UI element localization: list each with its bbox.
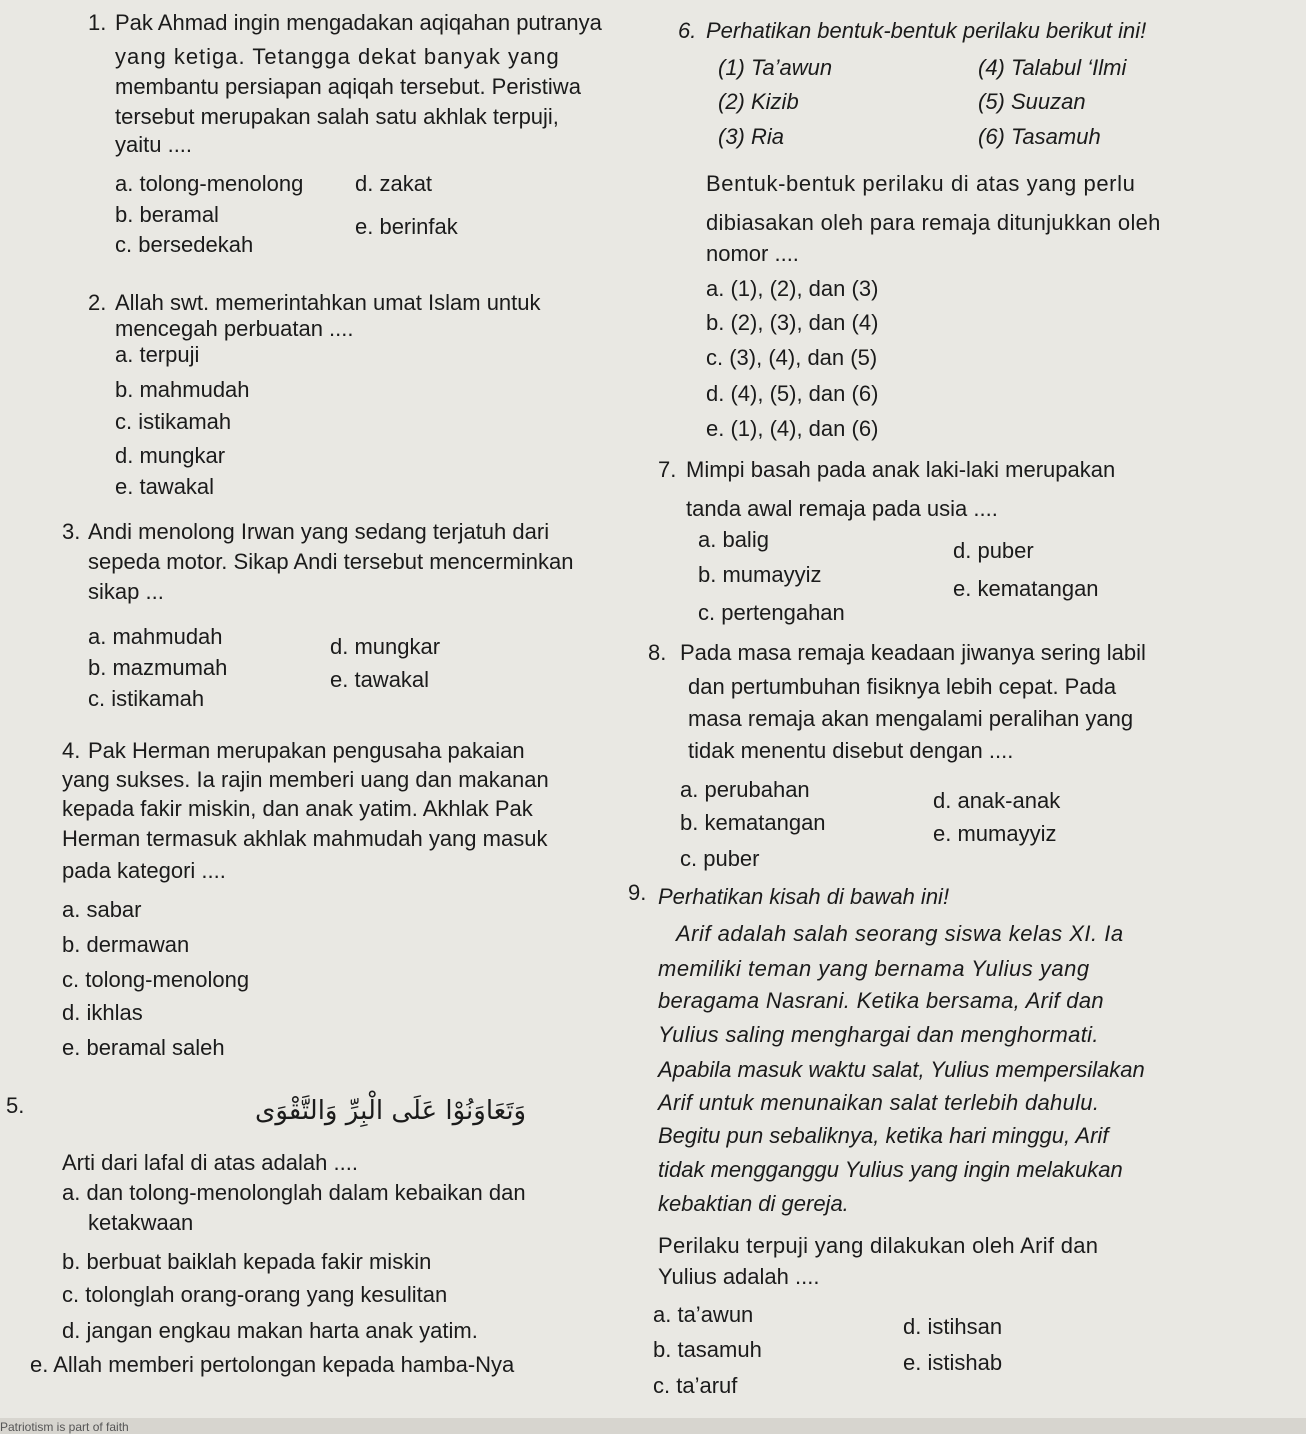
question-text: membantu persiapan aqiqah tersebut. Peristiwa	[115, 74, 581, 99]
option-e[interactable]: e. (1), (4), dan (6)	[706, 416, 879, 441]
option-a[interactable]: a. terpuji	[115, 342, 200, 367]
option-b[interactable]: b. (2), (3), dan (4)	[706, 310, 879, 335]
option-b[interactable]: b. mazmumah	[88, 655, 228, 680]
question-text: Mimpi basah pada anak laki-laki merupakan	[686, 457, 1116, 482]
list-item: (5) Suuzan	[978, 89, 1086, 114]
option-b[interactable]: b. beramal	[115, 202, 219, 227]
option-a[interactable]: a. (1), (2), dan (3)	[706, 276, 879, 301]
option-e[interactable]: e. mumayyiz	[933, 821, 1057, 846]
question-text: tersebut merupakan salah satu akhlak terpuji,	[115, 104, 559, 129]
option-d[interactable]: d. puber	[953, 538, 1034, 563]
question-text: Arti dari lafal di atas adalah ....	[62, 1150, 358, 1175]
question-number: 5.	[6, 1093, 25, 1118]
story-line: kebaktian di gereja.	[658, 1191, 849, 1216]
list-item: (1) Ta’awun	[718, 55, 833, 80]
option-a[interactable]: a. balig	[698, 527, 769, 552]
list-item: (4) Talabul ‘Ilmi	[978, 55, 1127, 80]
question-text: Perilaku terpuji yang dilakukan oleh Arif dan	[658, 1233, 1099, 1258]
option-c[interactable]: c. tolong-menolong	[62, 967, 250, 992]
question-text: yang ketiga. Tetangga dekat banyak yang	[115, 44, 560, 69]
question-text: mencegah perbuatan ....	[115, 316, 354, 341]
question-text: Pak Ahmad ingin mengadakan aqiqahan putranya	[115, 10, 602, 35]
question-number: 1.	[88, 10, 107, 35]
option-a[interactable]: a. dan tolong-menolonglah dalam kebaikan dan	[62, 1180, 526, 1205]
story-line: Arif adalah salah seorang siswa kelas XI. Ia	[676, 921, 1124, 946]
option-d[interactable]: d. zakat	[355, 171, 433, 196]
question-number: 2.	[88, 290, 107, 315]
option-c[interactable]: c. (3), (4), dan (5)	[706, 345, 878, 370]
option-d[interactable]: d. mungkar	[115, 443, 226, 468]
option-e[interactable]: e. tawakal	[330, 667, 430, 692]
question-number: 3.	[62, 519, 81, 544]
list-item: (6) Tasamuh	[978, 124, 1101, 149]
option-a[interactable]: a. mahmudah	[88, 624, 223, 649]
option-e[interactable]: e. Allah memberi pertolongan kepada hamba-Nya	[30, 1352, 515, 1377]
question-text: masa remaja akan mengalami peralihan yang	[688, 706, 1134, 731]
option-d[interactable]: d. ikhlas	[62, 1000, 143, 1025]
option-d[interactable]: d. jangan engkau makan harta anak yatim.	[62, 1318, 478, 1343]
option-a[interactable]: a. sabar	[62, 897, 142, 922]
option-e[interactable]: e. istishab	[903, 1350, 1003, 1375]
option-b[interactable]: b. mumayyiz	[698, 562, 822, 587]
option-e[interactable]: e. tawakal	[115, 474, 215, 499]
option-b[interactable]: b. kematangan	[680, 810, 826, 835]
question-text: Pada masa remaja keadaan jiwanya sering labil	[680, 640, 1146, 665]
question-text: pada kategori ....	[62, 858, 226, 883]
story-line: Yulius saling menghargai dan menghormati.	[658, 1022, 1099, 1047]
option-c[interactable]: c. pertengahan	[698, 600, 845, 625]
question-number: 7.	[658, 457, 677, 482]
option-d[interactable]: d. mungkar	[330, 634, 441, 659]
option-a-cont: ketakwaan	[88, 1210, 194, 1235]
question-text: Bentuk-bentuk perilaku di atas yang perlu	[706, 171, 1136, 196]
option-a[interactable]: a. perubahan	[680, 777, 810, 802]
option-e[interactable]: e. beramal saleh	[62, 1035, 225, 1060]
list-item: (2) Kizib	[718, 89, 799, 114]
option-b[interactable]: b. tasamuh	[653, 1337, 762, 1362]
footer-text: Patriotism is part of faith	[0, 1420, 129, 1434]
question-text: tanda awal remaja pada usia ....	[686, 496, 998, 521]
option-c[interactable]: c. istikamah	[115, 409, 232, 434]
story-line: beragama Nasrani. Ketika bersama, Arif dan	[658, 988, 1104, 1013]
option-c[interactable]: c. puber	[680, 846, 760, 871]
question-text: sepeda motor. Sikap Andi tersebut mencerminkan	[88, 549, 574, 574]
question-text: kepada fakir miskin, dan anak yatim. Akhlak Pak	[62, 796, 533, 821]
option-e[interactable]: e. kematangan	[953, 576, 1099, 601]
story-line: Apabila masuk waktu salat, Yulius mempersilakan	[658, 1057, 1145, 1082]
story-line: Arif untuk menunaikan salat terlebih dahulu.	[658, 1090, 1100, 1115]
arabic-verse: وَتَعَاوَنُوْا عَلَى الْبِرِّ وَالتَّقْوَى	[255, 1096, 527, 1126]
question-text: Allah swt. memerintahkan umat Islam untuk	[115, 290, 541, 315]
page-fold	[0, 1418, 1306, 1434]
question-number: 8.	[648, 640, 667, 665]
question-text: yaitu ....	[115, 132, 193, 157]
option-c[interactable]: c. istikamah	[88, 686, 205, 711]
question-text: Perhatikan bentuk-bentuk perilaku berikut ini!	[706, 18, 1147, 43]
option-b[interactable]: b. mahmudah	[115, 377, 250, 402]
question-number: 9.	[628, 880, 647, 905]
question-number: 6.	[678, 18, 697, 43]
question-text: sikap ...	[88, 579, 164, 604]
question-text: nomor ....	[706, 241, 799, 266]
question-text: Andi menolong Irwan yang sedang terjatuh dari	[88, 519, 550, 544]
question-number: 4.	[62, 738, 81, 763]
option-b[interactable]: b. berbuat baiklah kepada fakir miskin	[62, 1249, 432, 1274]
story-line: Begitu pun sebaliknya, ketika hari minggu, Arif	[658, 1123, 1109, 1148]
question-text: dibiasakan oleh para remaja ditunjukkan oleh	[706, 210, 1161, 235]
question-text: Pak Herman merupakan pengusaha pakaian	[88, 738, 525, 763]
question-text: Yulius adalah ....	[658, 1264, 820, 1289]
option-b[interactable]: b. dermawan	[62, 932, 190, 957]
option-d[interactable]: d. istihsan	[903, 1314, 1003, 1339]
question-text: dan pertumbuhan fisiknya lebih cepat. Pada	[688, 674, 1117, 699]
option-e[interactable]: e. berinfak	[355, 214, 458, 239]
question-text: yang sukses. Ia rajin memberi uang dan makanan	[62, 767, 549, 792]
option-a[interactable]: a. tolong-menolong	[115, 171, 304, 196]
question-text: Perhatikan kisah di bawah ini!	[658, 884, 950, 909]
question-text: Herman termasuk akhlak mahmudah yang masuk	[62, 826, 548, 851]
option-d[interactable]: d. anak-anak	[933, 788, 1061, 813]
option-d[interactable]: d. (4), (5), dan (6)	[706, 381, 879, 406]
option-a[interactable]: a. ta’awun	[653, 1302, 754, 1327]
option-c[interactable]: c. ta’aruf	[653, 1373, 738, 1398]
list-item: (3) Ria	[718, 124, 785, 149]
option-c[interactable]: c. bersedekah	[115, 232, 254, 257]
story-line: memiliki teman yang bernama Yulius yang	[658, 956, 1090, 981]
option-c[interactable]: c. tolonglah orang-orang yang kesulitan	[62, 1282, 448, 1307]
story-line: tidak mengganggu Yulius yang ingin melakukan	[658, 1157, 1123, 1182]
question-text: tidak menentu disebut dengan ....	[688, 738, 1014, 763]
